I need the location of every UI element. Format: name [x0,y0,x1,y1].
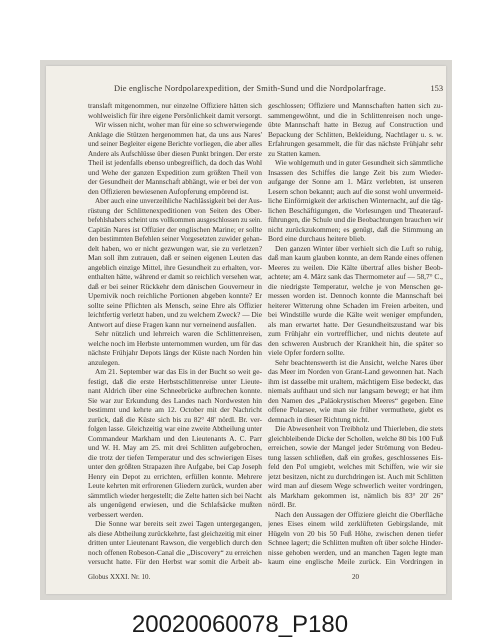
text-line-content: feld den Pol umgiebt, welches mit Schiffen, wie wir sie [268,462,443,471]
text-line-content: offene Polarsee, wie man sie früher vermuthete, giebt es [268,405,443,414]
text-line [88,158,262,168]
page-number: 153 [430,84,443,93]
text-line-content: Man soll ihm zutrauen, daß er seinen eigenen Leuten das [88,253,262,262]
text-line [88,377,262,387]
text-line [88,491,262,501]
text-line [88,196,262,206]
text-line [268,101,443,111]
text-line-content: zum Frühjahr ein vortrefflicher, und nichts deutete auf [268,329,443,338]
text-line [88,139,262,149]
text-line-content: befehlshabers scheint uns vollkommen ausgeschlossen zu sein. [88,215,262,224]
text-line [88,405,262,415]
footer-journal: Globus XXXI. Nr. 10. [88,573,151,581]
text-line-content: tung lassen schließen, daß ein großes, geschlossenes Eis- [268,452,443,462]
paragraph [268,424,443,510]
text-line [88,500,262,510]
paragraph [88,101,262,120]
text-line [268,130,443,140]
text-line-content: leichtfertig verletzt haben, und zu welchem Zweck? — Die [88,310,262,319]
text-line [268,415,443,425]
text-line-content: delt haben, wo er nicht gezwungen war, sie zu verletzen? [88,243,262,253]
text-line-content: daß man kaum glauben konnte, an dem Rande eines offenen [268,253,443,262]
text-line [268,396,443,406]
text-line-content: folgen lasse. Gleichzeitig war eine zweite Abtheilung unter [88,424,262,433]
text-line [88,272,262,282]
text-line-content: sollte seine Pflichten als Mensch, seine Ehre als Offizier [88,300,262,310]
text-line-content: bei Windstille wurde die Kälte weit weniger empfunden, [268,310,443,319]
text-line [88,130,262,140]
paragraph [268,358,443,425]
text-line-content: bestimmt und kehrte am 12. October mit der Nachricht [88,405,262,414]
paragraph [88,196,262,329]
text-line-content: jenes Eises einem wild zerklüfteten Gebirgslande, mit [268,519,443,528]
text-line [268,405,443,415]
text-line [88,244,262,254]
text-line-content: und Wehe der ganzen Expedition zum größten Theil von [88,167,262,177]
text-line [88,291,262,301]
text-line-content: Upernivik noch reichliche Portionen abgeben konnte? Er [88,291,262,300]
text-line [88,472,262,482]
text-line-content: Sehr nützlich und lehrreich waren die Schlittenreisen, [95,329,262,338]
text-line [88,510,262,520]
text-line-content: verbessert werden. [88,509,144,519]
text-line-content: Henry ein Depot zu errichten, erfüllen konnte. Mehrere [88,471,262,481]
text-line-content: Bepackung der Schlitten, Bekleidung, Nachtlager u. s. w. [268,129,443,139]
text-line [88,557,262,567]
text-line-content: Aber auch eine unverzeihliche Nachlässigkeit bei der Aus- [95,196,262,205]
text-line [268,158,443,168]
text-line [88,253,262,263]
text-line-content: Die Abwesenheit von Treibholz und Thierleben, die stets [275,424,443,433]
text-line-content: als Markham gekommen ist, nämlich bis 83° 20' 26'' [268,490,443,500]
text-line-content: Andere als Aufschlüsse über diesen Punkt bringen. Der erste [88,148,262,158]
signature-mark: 20 [352,573,359,581]
text-line [268,196,443,206]
text-line [268,481,443,491]
text-line [88,149,262,159]
paragraph [268,510,443,567]
text-line [268,348,443,358]
text-line [268,234,443,244]
paragraph [88,519,262,567]
text-line-content: zurück, daß die Küste sich bis zu 82° 48' nördl. Br. ver- [88,414,262,424]
text-line [88,415,262,425]
text-line-content: achtete; am 4. März sank das Thermometer auf — 58,7° C., [268,272,443,281]
text-line-content: versucht hatte. Für den Herbst war somit die Arbeit ab- [88,557,262,566]
text-line-content: Commandeur Markham und den Lieutenants A. C. Parr [88,433,262,443]
text-line-content: wohlweislich für ihre eigene Persönlichkeit damit versorgt. [88,110,262,120]
text-line [268,424,443,434]
text-line [88,111,262,121]
text-line [88,101,262,111]
text-line-content: Insassen des Schiffes die lange Zeit bis zum Wieder- [268,167,443,177]
text-line [268,557,443,567]
text-line [268,215,443,225]
text-line [268,310,443,320]
text-line-content: das Meer im Norden von Grant-Land gewonnen hat. Nach [268,367,443,376]
text-line-content: zu Statten kamen. [268,148,321,158]
text-line [268,301,443,311]
paragraph [268,244,443,358]
text-line-content: Schnee lagert; die Schlitten mußten oft über solche Hinder- [268,538,443,547]
text-line [88,120,262,130]
text-line-content: kaum eine englische Meile zurück. Ein Vordringen in [268,557,443,566]
text-line [268,272,443,282]
text-line [88,339,262,349]
text-line [268,206,443,216]
text-line-content: und seiner Begleiter eigene Berichte vorliegen, die aber alles [88,139,262,148]
text-line-content: dritten unter Lieutenant Rawson, die vergeblich durch den [88,538,262,547]
text-line [88,358,262,368]
text-line [268,367,443,377]
text-line [88,206,262,216]
text-line-content: lichen Beschäftigungen, die Vorlesungen und Theaterauf- [268,205,443,215]
text-line-content: nächste Frühjahr Depots längs der Küste nach Norden hin [88,348,262,357]
text-line-content: Anklage die Stützen hergenommen hat, da uns aus Nares' [88,129,262,139]
text-line [88,282,262,292]
text-line [268,491,443,501]
text-line [268,225,443,235]
text-line-content: den Offizieren bewiesenen Aufopferung empörend ist. [88,186,249,196]
text-line [268,377,443,387]
text-line-content: Lesern schon bekannt; auch auf die sonst wohl unvermeid- [268,186,443,196]
text-line [268,472,443,482]
text-line-content: nisse gehoben werden, und an manchen Tagen legte man [268,547,443,557]
text-line-content: als man erwartet hatte. Der Gesundheitszustand war bis [268,319,443,329]
text-line-content: heiterer Witterung ohne Schaden im Freien arbeiten, und [268,300,443,310]
text-line [268,320,443,330]
text-line-content: sammengewöhnt, und die in Schlittenreisen noch unge- [268,110,443,120]
text-line [88,187,262,197]
text-line-content: der Gesundheit der Mannschaft abhängt, wie er bei der von [88,177,262,186]
text-line-content: welche noch im Herbste unternommen wurden, um für das [88,338,262,348]
text-line [268,244,443,254]
text-line-content: demnach in dieser Richtung nicht. [268,414,370,424]
text-line [268,282,443,292]
text-line-content: führungen, die Schule und die Beobachtungen brauchen wir [268,215,443,224]
text-line-content: translaft mitgenommen, nur einzelne Offiziere hätten sich [88,101,262,110]
text-line [88,177,262,187]
text-line [88,434,262,444]
text-line [88,367,262,377]
text-line-content: viele Opfer fordern sollte. [268,348,345,357]
text-line-content: den schweren Ausbruch der Krankheit hin, die später so [268,338,443,348]
text-line [88,310,262,320]
text-line [88,263,262,273]
text-line-content: aufgange der Sonne am 1. März verlebten, ist unseren [268,177,443,186]
text-line [88,481,262,491]
text-line [268,510,443,520]
text-line [268,386,443,396]
text-line [88,329,262,339]
text-line-content: noch offenen Robeson-Canal die „Discovery“ zu erreichen [88,547,262,557]
text-line [268,149,443,159]
text-line [88,348,262,358]
text-line [268,111,443,121]
text-line-content: Erfahrungen gesammelt, die für das nächste Frühjahr sehr [268,139,443,148]
text-line-content: festigt, daß die erste Herbstschlittenreise unter Lieute- [88,376,262,386]
text-line-content: nant Aldrich über eine Schneebrücke aufbrechen konnte. [88,386,262,395]
text-line [268,339,443,349]
text-line-content: unter den größten Strapazen ihre Aufgabe, bei Cap Joseph [88,462,262,471]
paragraph [88,329,262,367]
image-caption: 20020060078_P180 [131,611,349,638]
text-line-content: angeblich einzige Mittel, ihre Gesundheit zu erhalten, vor- [88,262,262,272]
text-line [268,329,443,339]
text-line [268,120,443,130]
text-line-content: Theil ist jedenfalls ebenso unbegreiflich, da doch das Wohl [88,158,262,167]
text-line-content: Antwort auf diese Fragen kann nur verneinend ausfallen. [88,319,257,329]
text-line [268,434,443,444]
text-line-content: nicht zurückzukommen; es genügt, daß die Stimmung an [268,224,443,234]
text-line [268,500,443,510]
text-line-content: anzulegen. [88,357,120,367]
text-line-content: Sehr beachtenswerth ist die Ansicht, welche Nares über [275,357,443,367]
paragraph [88,120,262,196]
text-line [88,234,262,244]
text-line-content: rüstung der Schlittenexpeditionen von Seiten des Ober- [88,205,262,215]
text-line-content: daß er bei seiner Rückkehr dem dänischen Gouverneur in [88,281,262,291]
text-line [88,462,262,472]
text-line [88,225,262,235]
text-line-content: Bord eine durchaus heitere blieb. [268,234,366,243]
text-line-content: Die Sonne war bereits seit zwei Tagen untergegangen, [95,519,262,528]
text-line-content: jetzt besitzen, nicht zu durchdringen ist. Auch mit Schlitten [268,471,443,481]
text-line-content: Wie wohlgemuth und in guter Gesundheit sich sämmtliche [275,158,443,167]
text-line [88,529,262,539]
text-line [268,168,443,178]
text-line-content: ihm ist dasselbe mit uraltem, mächtigem Eise bedeckt, das [268,376,443,386]
text-line [88,320,262,330]
text-line-content: geschlossen; Offiziere und Mannschaften hatten sich zu- [268,101,443,110]
paragraph [88,367,262,519]
text-line-content: und W. H. May am 25. mit drei Schlitten aufgebrochen, [88,443,262,452]
text-line-content: sämmtlich wieder hergestellt; die Zelte hatten sich bei Nacht [88,490,262,500]
text-line [268,358,443,368]
text-line [268,139,443,149]
text-line-content: Am 21. September war das Eis in der Bucht so weit ge- [95,367,262,376]
text-line [88,386,262,396]
text-line [88,301,262,311]
text-line [88,424,262,434]
text-line-content: wird man auf diesem Wege schwerlich weiter vordringen, [268,481,443,490]
text-line [268,291,443,301]
text-line [88,396,262,406]
text-line-content: Sie war zur Erkundung des Landes nach Nordwesten hin [88,395,262,405]
text-line-content: nördl. Br. [268,500,297,509]
text-line-content: enthalten hätte, während er damit so reichlich versehen war, [88,272,262,281]
text-line-content: die niedrigste Temperatur, welche je von Menschen ge- [268,281,443,291]
text-line [268,538,443,548]
text-line [88,453,262,463]
text-line-content: die trotz der tiefen Temperatur und des schwierigen Eises [88,452,262,462]
text-line-content: den Namen des „Paläokrystischen Meeres“ gegeben. Eine [268,395,443,405]
text-line-content: Meeres zu weilen. Die Kälte übertraf alles bisher Beob- [268,262,443,272]
text-line [268,529,443,539]
text-line-content: als ungenügend erwiesen, und die Schlafsäcke mußten [88,500,262,509]
text-column-right [268,101,443,567]
text-line [268,177,443,187]
paragraph [268,101,443,158]
text-line [268,453,443,463]
text-line [88,538,262,548]
text-column-left [88,101,262,567]
text-line-content: übte Mannschaft hatte in Bezug auf Construction und [268,120,443,129]
text-line-content: Hügeln von 20 bis 50 Fuß Höhe, zwischen denen tiefer [268,528,443,538]
text-line-content: erreichen, sowie der Mangel jeder Strömung von Bedeu- [268,443,443,452]
text-line [268,187,443,197]
text-line [88,519,262,529]
text-line [268,548,443,558]
paragraph [268,158,443,244]
running-head: Die englische Nordpolarexpedition, der Smith-Sund und die Nordpolarfrage. [113,84,387,93]
text-line-content: messen worden ist. Dennoch konnte die Mannschaft bei [268,291,443,300]
text-line-content: liche Einförmigkeit der arktischen Winternacht, auf die täg- [268,196,443,205]
text-line [88,215,262,225]
text-line [88,168,262,178]
text-line [268,263,443,273]
text-line-content: Wir wissen nicht, woher man für eine so schwerwiegende [95,120,262,129]
text-line [88,443,262,453]
text-line-content: gleichbleibende Dicke der Schollen, welche 80 bis 100 Fuß [268,433,443,443]
text-line-content: Nach den Aussagen der Offiziere gleicht die Oberfläche [275,509,443,519]
text-line [88,548,262,558]
text-line [268,443,443,453]
text-line-content: als diese Abtheilung zurückkehrte, fast gleichzeitig mit einer [88,528,262,538]
text-line [268,462,443,472]
text-line-content: Den ganzen Winter über verhielt sich die Luft so ruhig, [275,243,443,253]
text-line-content: niemals aufthaut und sich nur langsam bewegt; er hat ihm [268,386,443,395]
text-line-content: Capitän Nares ist Offizier der englischen Marine; er sollte [88,224,262,234]
text-line [268,253,443,263]
text-line-content: den bestimmten Befehlen seiner Vorgesetzten zuwider gehan- [88,234,262,243]
text-line-content: Leute kehrten mit erfrorenen Gliedern zurück, wurden aber [88,481,262,490]
text-line [268,519,443,529]
